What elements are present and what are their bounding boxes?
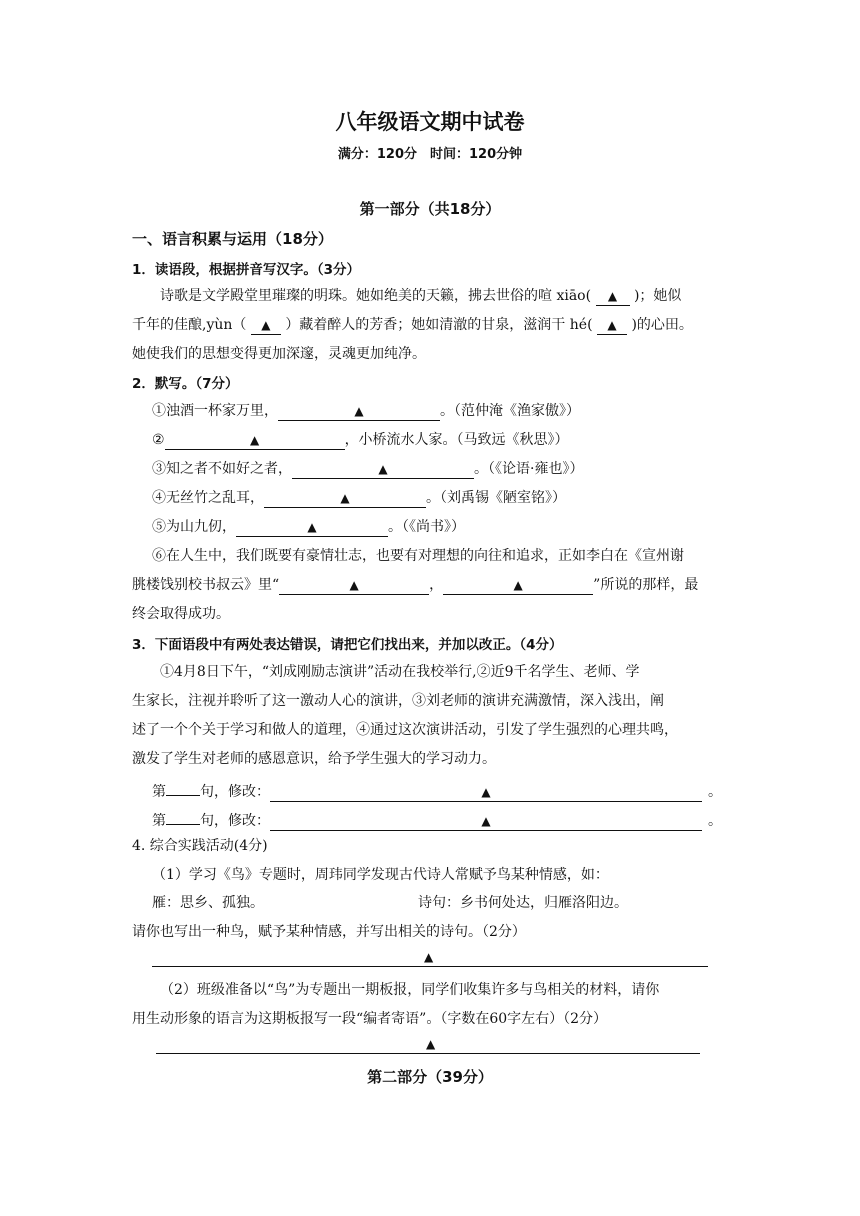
exam-info: 满分：120分 时间：120分钟 bbox=[337, 147, 523, 162]
q1-line-2: 千年的佳酿,yùn（ ▲ ）藏着醉人的芳香；她如清澈的甘泉，滋润干 hé( ▲ )的心田。 bbox=[132, 317, 693, 333]
triangle-marker-icon: ▲ bbox=[340, 491, 350, 505]
answer-blank[interactable] bbox=[597, 317, 627, 335]
q2-item-6-line-2: 朓楼饯别校书叔云》里“ ▲ ， ▲ ”所说的那样，最 bbox=[132, 577, 699, 593]
question-4-label: 4. 综合实践活动(4分) bbox=[132, 838, 268, 854]
answer-blank[interactable] bbox=[251, 317, 281, 335]
question-3-label: 3．下面语段中有两处表达错误，请把它们找出来，并加以改正。（4分） bbox=[132, 637, 563, 653]
triangle-marker-icon: ▲ bbox=[249, 433, 260, 447]
triangle-marker-icon: ▲ bbox=[513, 578, 523, 592]
answer-blank[interactable] bbox=[270, 813, 702, 831]
answer-line[interactable] bbox=[156, 1053, 700, 1054]
triangle-marker-icon: ▲ bbox=[378, 462, 388, 476]
part-one-heading: 第一部分（共18分） bbox=[359, 200, 501, 218]
triangle-marker-icon: ▲ bbox=[426, 1037, 436, 1051]
answer-blank[interactable] bbox=[270, 784, 702, 802]
part-two-heading: 第二部分（39分） bbox=[367, 1068, 493, 1086]
q4-part-1-task: 请你也写出一种鸟，赋予某种情感，并写出相关的诗句。（2分） bbox=[132, 924, 526, 940]
q2-item-4: ④无丝竹之乱耳， ▲ 。（刘禹锡《陋室铭》） bbox=[152, 490, 566, 506]
sentence-number-blank[interactable] bbox=[166, 778, 200, 796]
q4-part-1-prompt: （1）学习《鸟》专题时，周玮同学发现古代诗人常赋予鸟某种情感，如： bbox=[152, 867, 609, 883]
q3-paragraph-line-4: 激发了学生对老师的感恩意识，给予学生强大的学习动力。 bbox=[132, 751, 496, 767]
triangle-marker-icon: ▲ bbox=[607, 289, 618, 303]
q4-part-2-line-2: 用生动形象的语言为这期板报写一段“编者寄语”。（字数在60字左右）（2分） bbox=[132, 1011, 608, 1027]
q2-item-6-line-1: ⑥在人生中，我们既要有豪情壮志，也要有对理想的向往和追求，正如李白在《宣州谢 bbox=[152, 548, 684, 564]
q3-paragraph-line-1: ①4月8日下午，“刘成刚励志演讲”活动在我校举行,②近9千名学生、老师、学 bbox=[160, 664, 640, 680]
q2-item-6-line-3: 终会取得成功。 bbox=[132, 606, 230, 622]
q3-paragraph-line-3: 述了一个个关于学习和做人的道理，④通过这次演讲活动，引发了学生强烈的心理共鸣， bbox=[132, 722, 678, 738]
section-one-heading: 一、语言积累与运用（18分） bbox=[132, 230, 333, 248]
answer-blank[interactable] bbox=[443, 577, 593, 595]
answer-blank[interactable] bbox=[236, 519, 388, 537]
answer-blank[interactable] bbox=[278, 403, 440, 421]
q3-fix-row-1: 第 句，修改： ▲ 。 bbox=[152, 778, 722, 802]
triangle-marker-icon: ▲ bbox=[481, 814, 491, 828]
answer-blank[interactable] bbox=[596, 288, 630, 306]
triangle-marker-icon: ▲ bbox=[349, 578, 359, 592]
q1-line-1: 诗歌是文学殿堂里璀璨的明珠。她如绝美的天籁，拂去世俗的喧 xiāo( ▲ )；她似 bbox=[160, 288, 682, 304]
answer-blank[interactable] bbox=[264, 490, 426, 508]
sentence-number-blank[interactable] bbox=[166, 807, 200, 825]
q2-item-3: ③知之者不如好之者， ▲ 。（《论语·雍也》） bbox=[152, 461, 584, 477]
q4-example-right: 诗句：乡书何处达，归雁洛阳边。 bbox=[418, 895, 628, 911]
triangle-marker-icon: ▲ bbox=[481, 785, 491, 799]
q2-item-5: ⑤为山九仞， ▲ 。（《尚书》） bbox=[152, 519, 465, 535]
q4-example-left: 雁：思乡、孤独。 bbox=[152, 895, 264, 911]
triangle-marker-icon: ▲ bbox=[607, 318, 617, 332]
answer-blank[interactable] bbox=[292, 461, 474, 479]
answer-line[interactable] bbox=[152, 966, 708, 967]
q1-line-3: 她使我们的思想变得更加深邃，灵魂更加纯净。 bbox=[132, 346, 426, 362]
q2-item-2: ② ▲ ，小桥流水人家。（马致远《秋思》） bbox=[152, 432, 569, 448]
triangle-marker-icon: ▲ bbox=[307, 520, 317, 534]
q2-item-1: ①浊酒一杯家万里， ▲ 。（范仲淹《渔家傲》） bbox=[152, 403, 580, 419]
q3-fix-row-2: 第 句，修改： ▲ 。 bbox=[152, 807, 722, 831]
answer-blank[interactable] bbox=[165, 432, 345, 450]
question-1-label: 1．读语段，根据拼音写汉字。（3分） bbox=[132, 262, 361, 278]
page-title: 八年级语文期中试卷 bbox=[335, 110, 525, 134]
q3-paragraph-line-2: 生家长，注视并聆听了这一激动人心的演讲，③刘老师的演讲充满激情，深入浅出，阐 bbox=[132, 693, 664, 709]
answer-blank[interactable] bbox=[279, 577, 429, 595]
question-2-label: 2．默写。（7分） bbox=[132, 376, 239, 392]
triangle-marker-icon: ▲ bbox=[354, 404, 364, 418]
q4-part-2-line-1: （2）班级准备以“鸟”为专题出一期板报，同学们收集许多与鸟相关的材料，请你 bbox=[160, 982, 660, 998]
triangle-marker-icon: ▲ bbox=[424, 950, 434, 964]
triangle-marker-icon: ▲ bbox=[261, 318, 271, 332]
